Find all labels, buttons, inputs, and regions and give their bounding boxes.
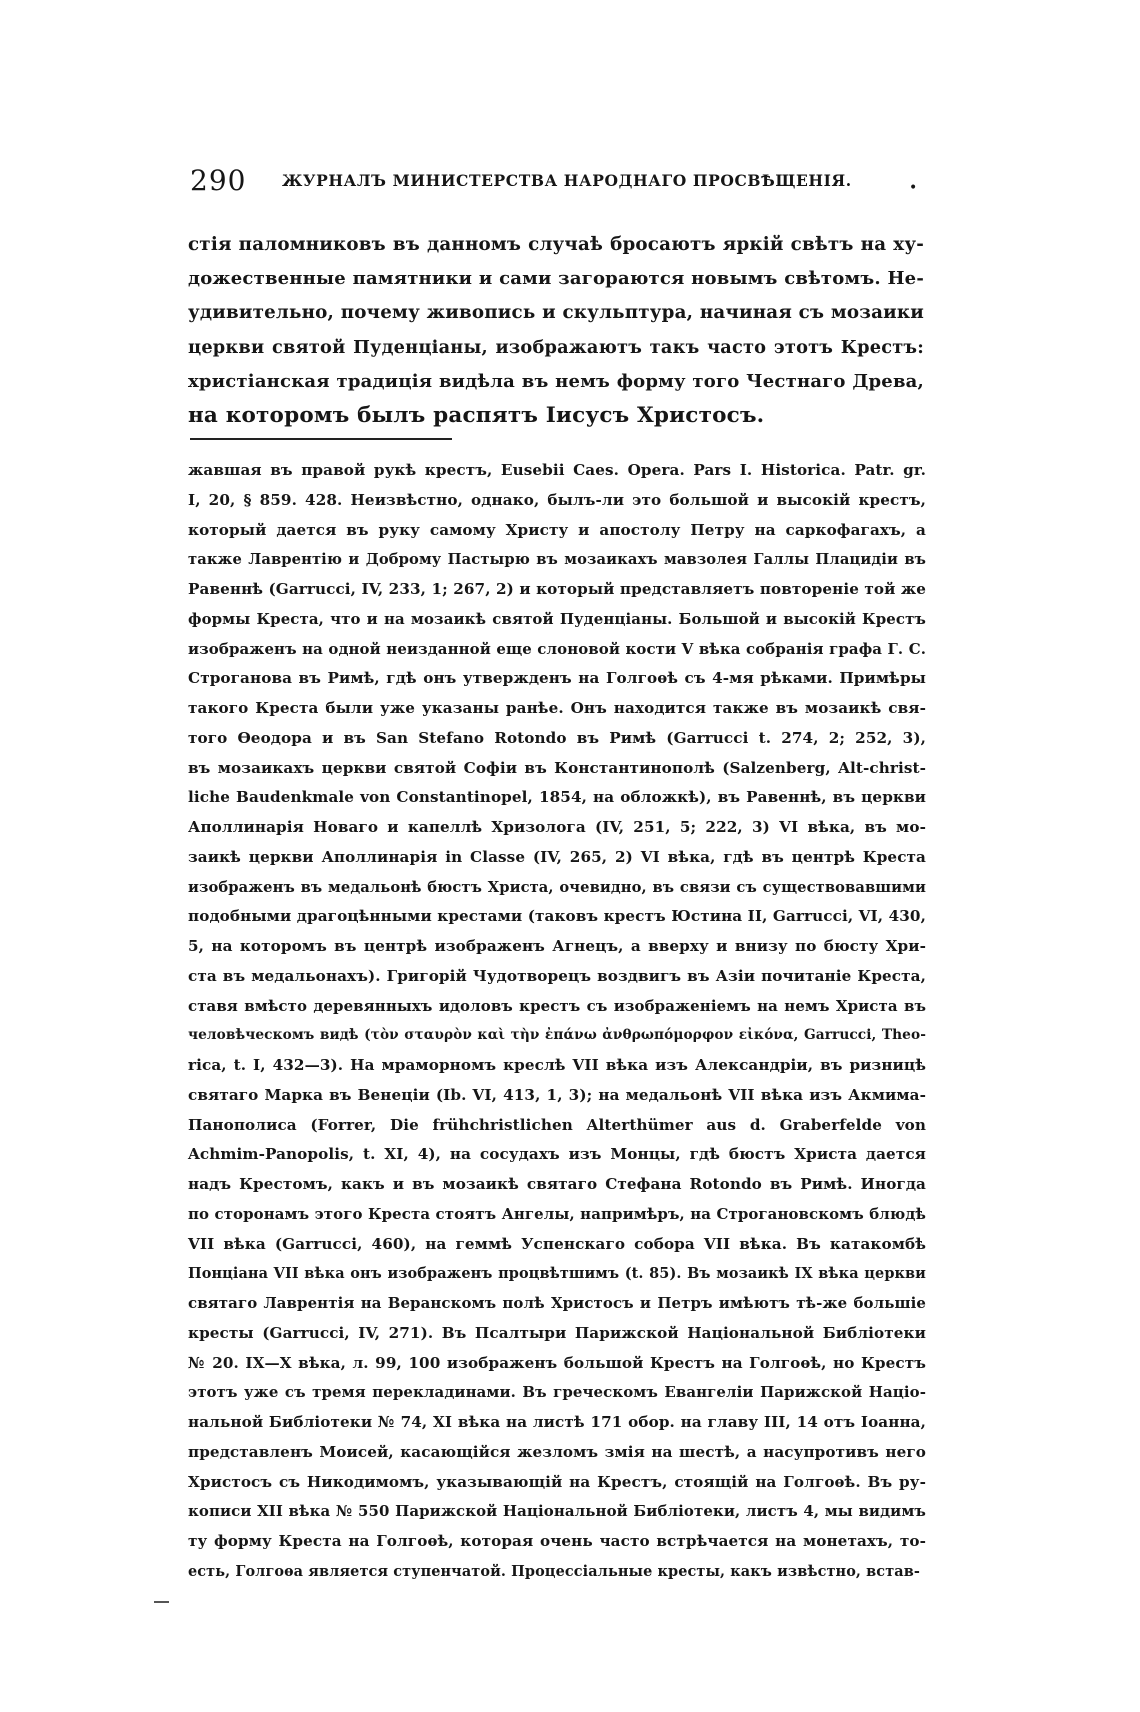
footnote-line: ста въ медальонахъ). Григорій Чудотворецъ воздвигъ въ Азіи почитаніе Креста,: [188, 966, 926, 985]
footnote-line: надъ Крестомъ, какъ и въ мозаикѣ святаго Стефана Rotondo въ Римѣ. Иногда: [188, 1175, 926, 1193]
main-text-line: церкви святой Пуденціаны, изображаютъ такъ часто этотъ Крестъ:: [188, 336, 924, 358]
footnote-line: rica, t. I, 432—3). На мраморномъ креслѣ VII вѣка изъ Александріи, въ ризницѣ: [188, 1056, 926, 1074]
main-text-line: удивительно, почему живопись и скульптура, начиная съ мозаики: [188, 302, 924, 324]
footnote-line: кописи XII вѣка № 550 Парижской Національной Библіотеки, листъ 4, мы видимъ: [188, 1502, 926, 1521]
footnote-line: по сторонамъ этого Креста стоятъ Ангелы, напримѣръ, на Строгановскомъ блюдѣ: [188, 1204, 926, 1223]
footnote-line: Строганова въ Римѣ, гдѣ онъ утвержденъ на Голгоѳѣ съ 4-мя рѣками. Примѣры: [188, 669, 926, 688]
page-header: [190, 164, 930, 204]
footnote-line: ставя вмѣсто деревянныхъ идоловъ крестъ съ изображеніемъ на немъ Христа въ: [188, 996, 926, 1015]
footnote-line: Равеннѣ (Garrucci, IV, 233, 1; 267, 2) и который представляетъ повтореніе той же: [188, 580, 927, 598]
footnote-line: святаго Лаврентія на Веранскомъ полѣ Христосъ и Петръ имѣютъ тѣ-же большіе: [188, 1294, 926, 1312]
footnote-line: Achmim-Panopolis, t. XI, 4), на сосудахъ изъ Монцы, гдѣ бюстъ Христа дается: [188, 1145, 926, 1164]
footnote-line: liche Baudenkmale von Constantinopel, 1854, на обложкѣ), въ Равеннѣ, въ церкви: [188, 788, 926, 807]
footnote-line: ту форму Креста на Голгоѳѣ, которая очень часто встрѣчается на монетахъ, то-: [188, 1532, 926, 1550]
footnote-line: заикѣ церкви Аполлинарія in Classe (IV, 265, 2) VI вѣка, гдѣ въ центрѣ Креста: [188, 847, 926, 866]
footnote-line: такого Креста были уже указаны ранѣе. Онъ находится также въ мозаикѣ свя-: [188, 699, 926, 717]
footnote-line: I, 20, § 859. 428. Неизвѣстно, однако, былъ-ли это большой и высокій крестъ,: [188, 490, 926, 509]
footnote-line: изображенъ въ медальонѣ бюстъ Христа, очевидно, въ связи съ существовавшими: [188, 878, 926, 896]
page-number: 290: [190, 164, 247, 197]
footnote-line: изображенъ на одной неизданной еще слоновой кости V вѣка собранія графа Г. С.: [188, 639, 926, 658]
footnote-separator-rule: [190, 438, 452, 440]
footnote-line: въ мозаикахъ церкви святой Софіи въ Константинополѣ (Salzenberg, Alt-christ-: [188, 758, 926, 777]
footnote-line: человѣческомъ видѣ (τὸν σταυρὸν καὶ τὴν ἐπάνω ἀνθρωπόμορφον εἰκόνα, Garrucci, Theo-: [188, 1027, 926, 1044]
footnote-line: Панополиса (Forrer, Die frühchristlichen Alterthümer aus d. Graberfelde von: [188, 1115, 926, 1134]
footnote-line: этотъ уже съ тремя перекладинами. Въ греческомъ Евангеліи Парижской Націо-: [188, 1383, 926, 1402]
footnote-line: кресты (Garrucci, IV, 271). Въ Псалтыри Парижской Національной Библіотеки: [188, 1323, 926, 1342]
main-text-line: на которомъ былъ распятъ Іисусъ Христосъ.: [188, 403, 765, 429]
footnote-line: Понціана VII вѣка онъ изображенъ процвѣтшимъ (t. 85). Въ мозаикѣ IX вѣка церкви: [188, 1265, 926, 1283]
main-text-line: стія паломниковъ въ данномъ случаѣ бросаютъ яркій свѣтъ на ху-: [188, 234, 924, 255]
footnote-line: представленъ Моисей, касающійся жезломъ змія на шестѣ, а насупротивъ него: [188, 1442, 926, 1461]
footnote-line: подобными драгоцѣнными крестами (таковъ крестъ Юстина II, Garrucci, VI, 430,: [188, 907, 926, 926]
footnote-block: [188, 456, 926, 1587]
running-head: ЖУРНАЛЪ МИНИСТЕРСТВА НАРОДНАГО ПРОСВѢЩЕНІЯ.: [282, 171, 852, 190]
main-text-line: христіанская традиція видѣла въ немъ форму того Честнаго Древа,: [188, 370, 924, 392]
footnote-line: который дается въ руку самому Христу и апостолу Петру на саркофагахъ, а: [188, 520, 926, 539]
footnote-line: № 20. IX—X вѣка, л. 99, 100 изображенъ большой Крестъ на Голгоѳѣ, но Крестъ: [188, 1353, 926, 1372]
printer-dot: •: [909, 180, 918, 196]
footnote-line: жавшая въ правой рукѣ крестъ, Eusebii Caes. Opera. Pars I. Historica. Patr. gr.: [188, 461, 926, 479]
main-text-line: дожественные памятники и сами загораются новымъ свѣтомъ. Не-: [188, 268, 924, 290]
footnote-line: VII вѣка (Garrucci, 460), на геммѣ Успенскаго собора VII вѣка. Въ катакомбѣ: [188, 1234, 926, 1253]
footnote-line: того Ѳеодора и въ San Stefano Rotondo въ Римѣ (Garrucci t. 274, 2; 252, 3),: [188, 728, 926, 747]
footnote-line: есть, Голгоѳа является ступенчатой. Процессіальные кресты, какъ извѣстно, встав-: [188, 1562, 920, 1580]
footnote-line: Христосъ съ Никодимомъ, указывающій на Крестъ, стоящій на Голгоѳѣ. Въ ру-: [188, 1472, 926, 1491]
main-paragraph: [188, 228, 924, 433]
bottom-margin-mark: [154, 1601, 169, 1603]
footnote-line: нальной Библіотеки № 74, XI вѣка на листѣ 171 обор. на главу III, 14 отъ Іоанна,: [188, 1413, 926, 1431]
footnote-line: святаго Марка въ Венеціи (Ib. VI, 413, 1, 3); на медальонѣ VII вѣка изъ Акмима-: [188, 1085, 926, 1104]
footnote-line: 5, на которомъ въ центрѣ изображенъ Агнецъ, а вверху и внизу по бюсту Хри-: [188, 937, 926, 955]
footnote-line: также Лаврентію и Доброму Пастырю въ мозаикахъ мавзолея Галлы Плацидіи въ: [188, 551, 926, 569]
footnote-line: Аполлинарія Новаго и капеллѣ Хризолога (IV, 251, 5; 222, 3) VI вѣка, въ мо-: [188, 818, 926, 836]
footnote-line: формы Креста, что и на мозаикѣ святой Пуденціаны. Большой и высокій Крестъ: [188, 609, 926, 628]
